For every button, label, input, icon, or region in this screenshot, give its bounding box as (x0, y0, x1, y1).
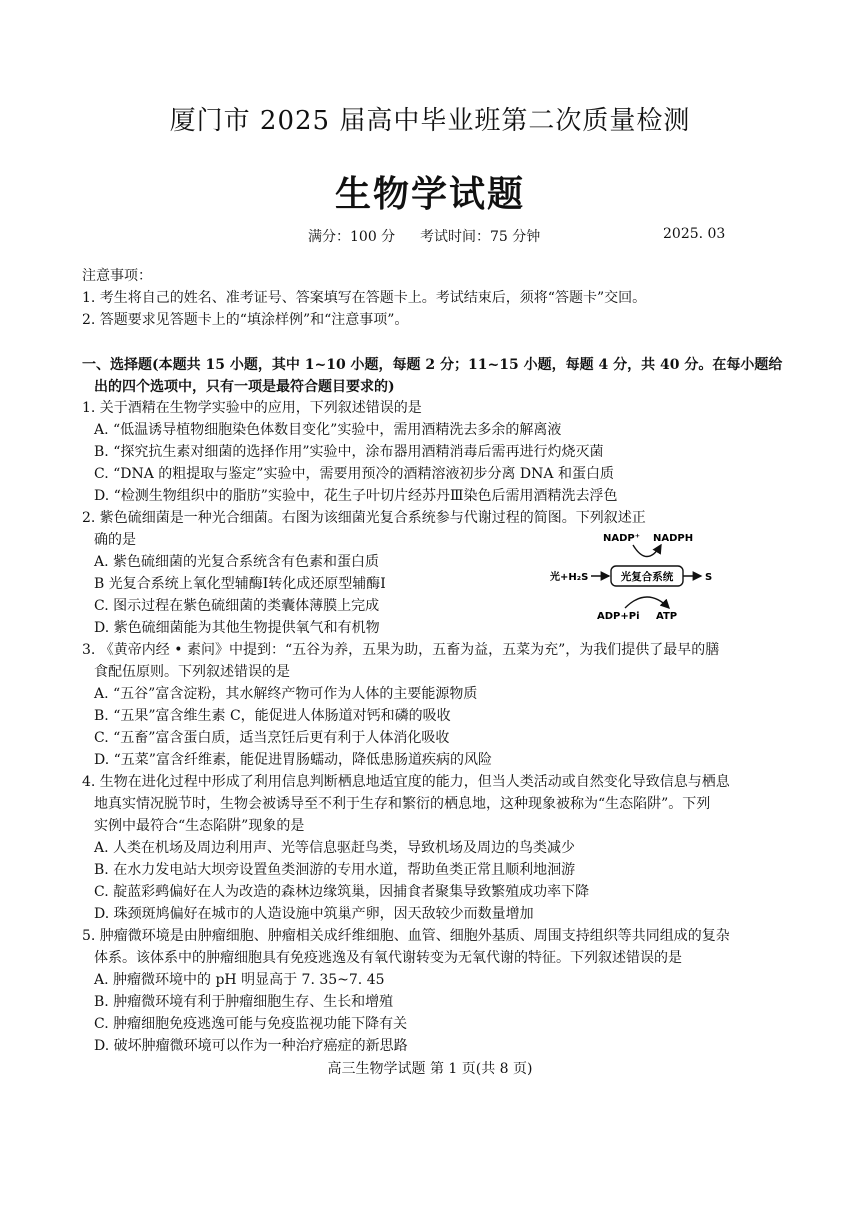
question-option: C. “五畜”富含蛋白质，适当烹饪后更有利于人体消化吸收 (94, 730, 450, 746)
question-option: D. “检测生物组织中的脂肪”实验中，花生子叶切片经苏丹Ⅲ染色后需用酒精洗去浮色 (94, 488, 618, 504)
question-stem-cont: 确的是 (94, 532, 136, 548)
question-option: D. 珠颈斑鸠偏好在城市的人造设施中筑巢产卵，因天敌较少而数量增加 (94, 906, 534, 922)
question-option: A. “低温诱导植物细胞染色体数目变化”实验中，需用酒精洗去多余的解离液 (94, 422, 562, 438)
full-score: 满分：100 分 (308, 229, 396, 245)
question-option: B 光复合系统上氧化型辅酶Ⅰ转化成还原型辅酶Ⅰ (94, 576, 386, 592)
question-stem-cont: 食配伍原则。下列叙述错误的是 (94, 664, 290, 680)
subject-title: 生物学试题 (334, 173, 525, 215)
question-option: B. 在水力发电站大坝旁设置鱼类洄游的专用水道，帮助鱼类正常且顺利地洄游 (94, 862, 576, 878)
question-option: B. “探究抗生素对细菌的选择作用”实验中，涂布器用酒精消毒后需再进行灼烧灭菌 (94, 444, 604, 460)
question-stem: 3. 《黄帝内经 • 素问》中提到：“五谷为养，五果为助，五畜为益，五菜为充”，为我们提供了最早的膳 (82, 642, 720, 658)
question-option: D. 破坏肿瘤微环境可以作为一种治疗癌症的新思路 (94, 1038, 408, 1054)
question-stem: 4. 生物在进化过程中形成了利用信息判断栖息地适宜度的能力，但当人类活动或自然变化导致信息与栖息 (82, 774, 730, 790)
question-option: A. 人类在机场及周边利用声、光等信息驱赶鸟类，导致机场及周边的鸟类减少 (94, 840, 576, 856)
input-label: 光+H₂S (550, 572, 589, 583)
exam-title: 厦门市 2025 届高中毕业班第二次质量检测 (169, 106, 691, 136)
nadp-reduction-arrow (633, 545, 661, 557)
nadp-label: NADP⁺ (603, 533, 641, 544)
atp-label: ATP (656, 611, 678, 622)
notice-item: 2. 答题要求见答题卡上的“填涂样例”和“注意事项”。 (82, 312, 409, 328)
output-label: S (705, 572, 713, 583)
question-option: B. “五果”富含维生素 C，能促进人体肠道对钙和磷的吸收 (94, 708, 451, 724)
exam-time: 考试时间：75 分钟 (420, 229, 541, 245)
question-option: D. 紫色硫细菌能为其他生物提供氧气和有机物 (94, 620, 380, 636)
notice-item: 1. 考生将自己的姓名、准考证号、答案填写在答题卡上。考试结束后，须将“答题卡”交回。 (82, 290, 647, 306)
question-option: D. “五菜”富含纤维素，能促进胃肠蠕动，降低患肠道疾病的风险 (94, 752, 492, 768)
page-footer: 高三生物学试题 第 1 页(共 8 页) (327, 1061, 533, 1077)
question-option: C. 靛蓝彩鹀偏好在人为改造的森林边缘筑巢，因捕食者聚集导致繁殖成功率下降 (94, 884, 590, 900)
atp-synthesis-arrow (625, 597, 669, 608)
question-option: A. 肿瘤微环境中的 pH 明显高于 7. 35~7. 45 (94, 972, 385, 988)
question-option: C. 肿瘤细胞免疫逃逸可能与免疫监视功能下降有关 (94, 1016, 408, 1032)
section-heading-cont: 出的四个选项中，只有一项是最符合题目要求的) (94, 379, 395, 395)
exam-date: 2025. 03 (663, 226, 726, 242)
question-stem-cont: 地真实情况脱节时，生物会被诱导至不利于生存和繁衍的栖息地，这种现象被称为“生态陷阱”。下列 (94, 796, 711, 812)
question-stem: 2. 紫色硫细菌是一种光合细菌。右图为该细菌光复合系统参与代谢过程的简图。下列叙述正 (82, 510, 646, 526)
question-stem-cont: 实例中最符合“生态陷阱”现象的是 (94, 818, 305, 834)
question-option: A. “五谷”富含淀粉，其水解终产物可作为人体的主要能源物质 (94, 686, 478, 702)
question-stem: 5. 肿瘤微环境是由肿瘤细胞、肿瘤相关成纤维细胞、血管、细胞外基质、周围支持组织等共同组成的复杂 (82, 928, 730, 944)
nadph-label: NADPH (653, 533, 694, 544)
question-stem-cont: 体系。该体系中的肿瘤细胞具有免疫逃逸及有氧代谢转变为无氧代谢的特征。下列叙述错误的是 (94, 950, 682, 966)
section-heading: 一、选择题(本题共 15 小题，其中 1~10 小题，每题 2 分；11~15 小题，每题 4 分，共 40 分。在每小题给 (82, 357, 783, 373)
question-stem: 1. 关于酒精在生物学实验中的应用，下列叙述错误的是 (82, 400, 422, 416)
photocomplex-label: 光复合系统 (620, 571, 674, 583)
question-option: C. 图示过程在紫色硫细菌的类囊体薄膜上完成 (94, 598, 380, 614)
question-option: C. “DNA 的粗提取与鉴定”实验中，需要用预冷的酒精溶液初步分离 DNA 和蛋白质 (94, 466, 614, 482)
question-option: A. 紫色硫细菌的光复合系统含有色素和蛋白质 (94, 554, 380, 570)
adp-label: ADP+Pi (597, 611, 640, 622)
notice-heading: 注意事项： (82, 268, 152, 284)
photocomplex-diagram (545, 528, 735, 624)
question-option: B. 肿瘤微环境有利于肿瘤细胞生存、生长和增殖 (94, 994, 394, 1010)
